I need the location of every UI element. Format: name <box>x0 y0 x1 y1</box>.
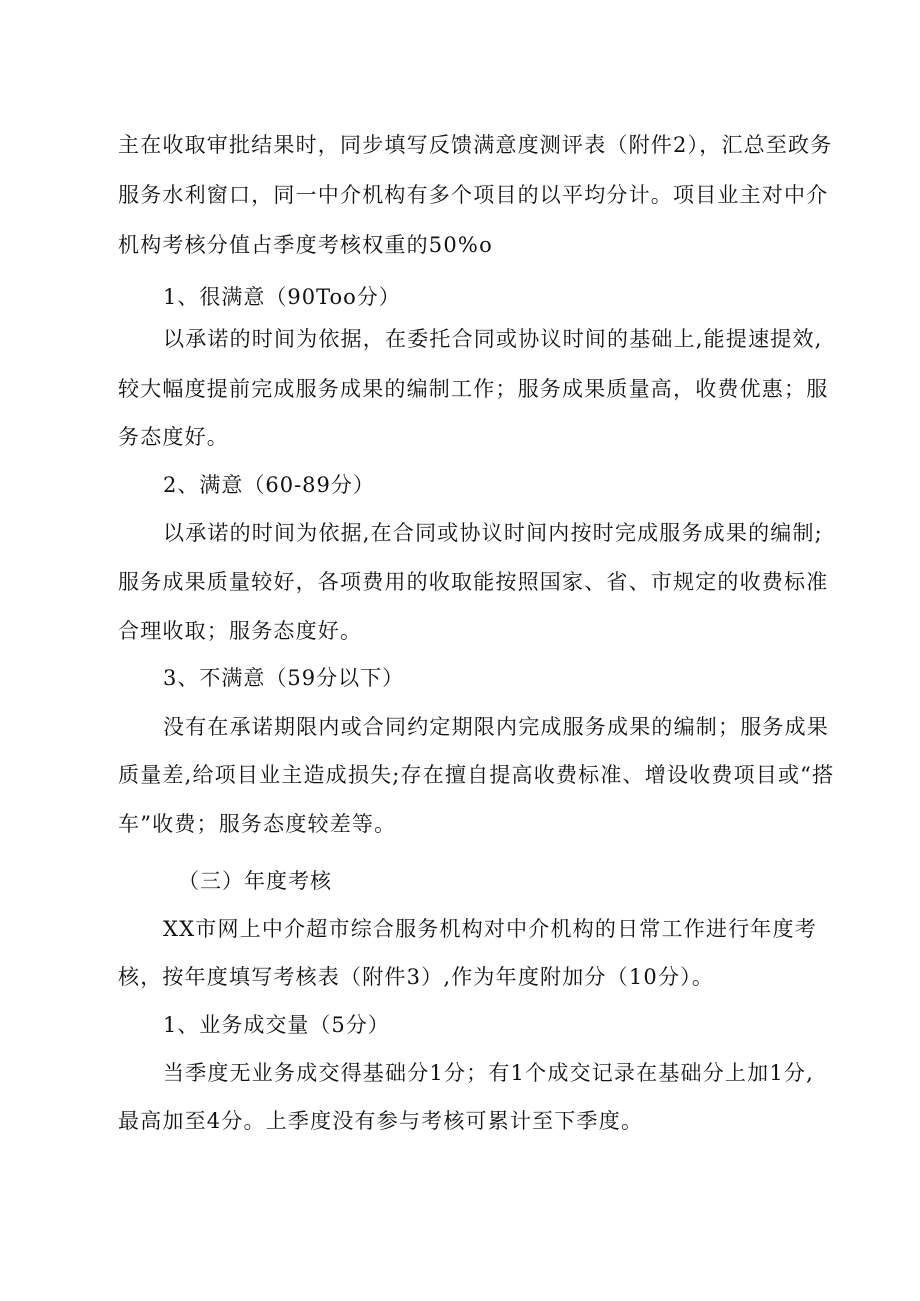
paragraph-line: 以承诺的时间为依据,在合同或协议时间内按时完成服务成果的编制; <box>163 521 823 545</box>
paragraph-line: 最高加至4分。上季度没有参与考核可累计至下季度。 <box>118 1109 644 1133</box>
paragraph-line: 较大幅度提前完成服务成果的编制工作；服务成果质量高，收费优惠；服 <box>118 377 829 401</box>
paragraph-line: 当季度无业务成交得基础分1分；有1个成交记录在基础分上加1分, <box>163 1061 814 1085</box>
paragraph-line: 车”收费；服务态度较差等。 <box>118 812 397 836</box>
paragraph-line: 机构考核分值占季度考核权重的50%o <box>118 233 493 257</box>
paragraph-line: 主在收取审批结果时，同步填写反馈满意度测评表（附件2），汇总至政务 <box>118 133 833 157</box>
paragraph-line: 以承诺的时间为依据，在委托合同或协议时间的基础上,能提速提效, <box>163 327 823 351</box>
paragraph-line: 服务水利窗口，同一中介机构有多个项目的以平均分计。项目业主对中介 <box>118 183 829 207</box>
section-heading: （三）年度考核 <box>178 869 332 893</box>
paragraph-line: 合理收取；服务态度好。 <box>118 619 363 643</box>
paragraph-line: 质量差,给项目业主造成损失;存在擅自提高收费标准、增设收费项目或“搭 <box>118 763 835 787</box>
item-2-title: 2、满意（60-89分） <box>163 473 375 497</box>
item-3-title: 3、不满意（59分以下） <box>163 666 405 690</box>
sub-item-1-title: 1、业务成交量（5分） <box>163 1013 390 1037</box>
paragraph-line: 服务成果质量较好，各项费用的收取能按照国家、省、市规定的收费标准 <box>118 570 829 594</box>
paragraph-line: XX市网上中介超市综合服务机构对中介机构的日常工作进行年度考 <box>163 917 817 941</box>
item-1-title: 1、很满意（90Too分） <box>163 285 401 309</box>
paragraph-line: 没有在承诺期限内或合同约定期限内完成服务成果的编制；服务成果 <box>163 715 829 739</box>
paragraph-line: 务态度好。 <box>118 425 229 449</box>
paragraph-line: 核，按年度填写考核表（附件3）,作为年度附加分（10分）。 <box>118 965 715 989</box>
